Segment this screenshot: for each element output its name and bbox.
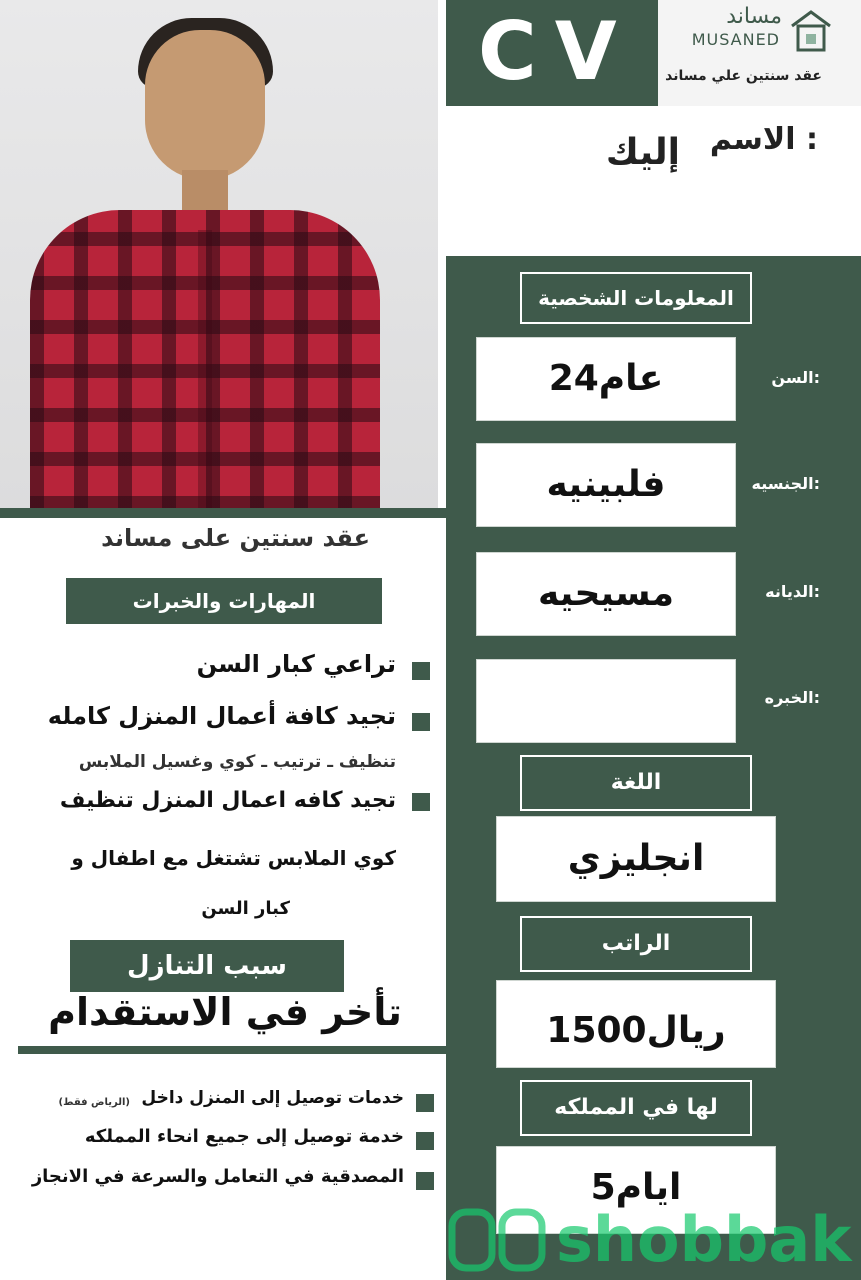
in-kingdom-value: 5ايام [496, 1146, 776, 1234]
age-value: 24عام [476, 337, 736, 421]
skill-item-2-detail: تنظيف ـ ترتيب ـ كوي وغسيل الملابس [78, 752, 396, 772]
skill-item-1: تراعي كبار السن [196, 650, 396, 678]
section-divider [18, 1046, 446, 1054]
service-item-1: خدمات توصيل إلى المنزل داخل [141, 1088, 404, 1108]
name-value: إليك [605, 132, 680, 173]
salary-value: 1500ريال [496, 980, 776, 1068]
service-bullet-3 [416, 1172, 434, 1190]
skill-bullet-3 [412, 793, 430, 811]
logo-english: MUSANED [691, 30, 780, 49]
cv-title: CV [478, 5, 635, 98]
service-bullet-1 [416, 1094, 434, 1112]
candidate-photo [0, 0, 438, 510]
contract-note: عقد سنتين على مساند [101, 524, 370, 552]
skill-item-3-line2: كوي الملابس تشتغل مع اطفال و [71, 846, 396, 870]
age-label: السن: [771, 368, 820, 387]
skill-item-3-line1: تجيد كافه اعمال المنزل تنظيف [59, 788, 396, 813]
shobbak-watermark: shobbak [556, 1203, 852, 1276]
nationality-label: الجنسيه: [751, 474, 820, 493]
reason-title: سبب التنازل [70, 940, 344, 992]
experience-value [476, 659, 736, 743]
musaned-logo-icon [788, 6, 834, 54]
shobbak-logo-icon [448, 1206, 548, 1274]
religion-value: مسيحيه [476, 552, 736, 636]
reason-value: تأخر في الاستقدام [48, 990, 402, 1034]
service-item-1-note: (الرياض فقط) [58, 1097, 130, 1108]
skill-bullet-2 [412, 713, 430, 731]
in-kingdom-title: لها في المملكه [520, 1080, 752, 1136]
skill-item-3-line3: كبار السن [201, 898, 290, 919]
photo-frame-border [0, 508, 446, 518]
skill-bullet-1 [412, 662, 430, 680]
name-label: الاسم : [709, 122, 818, 157]
language-title: اللغة [520, 755, 752, 811]
nationality-value: فلبينيه [476, 443, 736, 527]
personal-info-title: المعلومات الشخصية [520, 272, 752, 324]
religion-label: الديانه: [765, 582, 820, 601]
logo-tagline: عقد سنتين علي مساند [665, 68, 822, 84]
language-value: انجليزي [496, 816, 776, 902]
service-item-2: خدمة توصيل إلى جميع انحاء المملكه [84, 1126, 404, 1147]
skill-item-2: تجيد كافة أعمال المنزل كامله [47, 702, 396, 730]
service-bullet-2 [416, 1132, 434, 1150]
skills-title: المهارات والخبرات [66, 578, 382, 624]
salary-title: الراتب [520, 916, 752, 972]
service-item-3: المصدقية في التعامل والسرعة في الانجاز [31, 1166, 404, 1187]
logo-arabic: مساند [726, 4, 782, 29]
experience-label: الخبره: [764, 688, 820, 707]
